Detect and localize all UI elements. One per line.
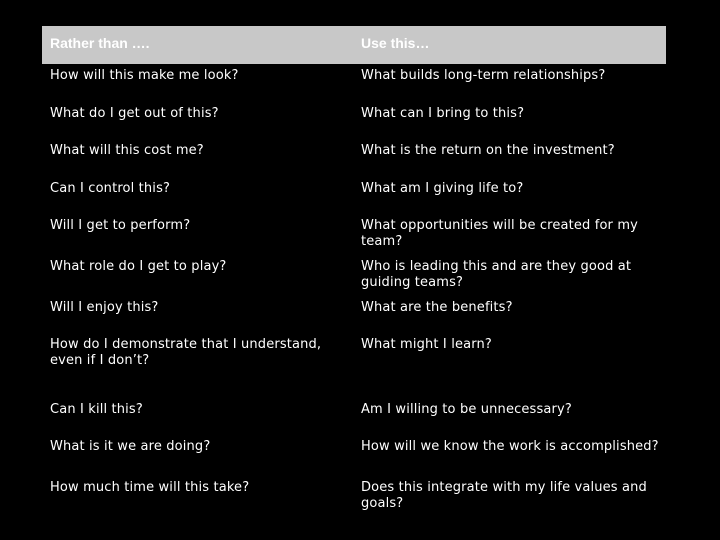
row-rather-than: What will this cost me?: [50, 143, 204, 158]
table-header: [42, 26, 666, 64]
row-rather-than: Can I control this?: [50, 181, 171, 196]
row-rather-than: Can I kill this?: [50, 402, 143, 417]
row-use-this: What can I bring to this?: [361, 106, 525, 121]
header-use-this: Use this…: [361, 35, 430, 51]
row-rather-than: What is it we are doing?: [50, 439, 211, 454]
row-use-this: Does this integrate with my life values and goals?: [361, 480, 647, 511]
row-rather-than: How much time will this take?: [50, 480, 250, 495]
row-use-this: What am I giving life to?: [361, 181, 524, 196]
row-use-this: What opportunities will be created for my team?: [361, 218, 638, 249]
row-rather-than: How will this make me look?: [50, 68, 239, 83]
row-rather-than: What do I get out of this?: [50, 106, 219, 121]
row-use-this: What are the benefits?: [361, 300, 513, 315]
row-rather-than: Will I enjoy this?: [50, 300, 159, 315]
row-use-this: Am I willing to be unnecessary?: [361, 402, 572, 417]
row-use-this: What is the return on the investment?: [361, 143, 615, 158]
row-rather-than: How do I demonstrate that I understand, even if I don’t?: [50, 337, 322, 368]
row-use-this: What builds long-term relationships?: [361, 68, 606, 83]
header-rather-than: Rather than ….: [50, 35, 150, 51]
row-use-this: What might I learn?: [361, 337, 492, 352]
row-rather-than: Will I get to perform?: [50, 218, 191, 233]
row-use-this: How will we know the work is accomplished?: [361, 439, 659, 454]
row-use-this: Who is leading this and are they good at guiding teams?: [361, 259, 632, 290]
row-rather-than: What role do I get to play?: [50, 259, 227, 274]
comparison-table: [42, 26, 666, 511]
